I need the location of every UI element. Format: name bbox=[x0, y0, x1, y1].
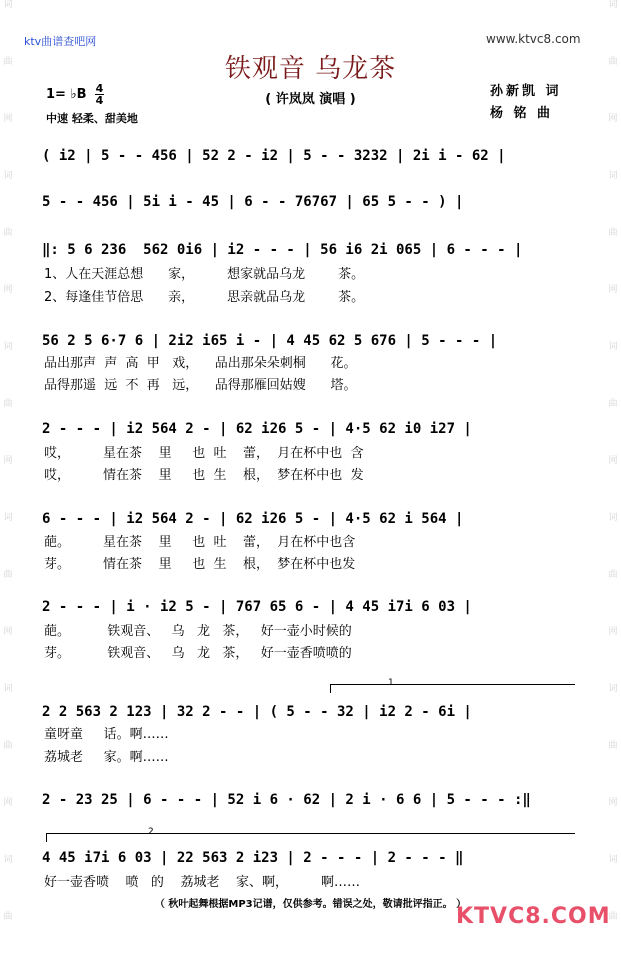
site-name: ktv曲谱查吧网 bbox=[24, 35, 97, 48]
watermark-char: 词 bbox=[608, 0, 618, 10]
watermark-char: 网 bbox=[3, 798, 13, 808]
score-line-6: 6 - - - | i2 564 2 - | 62 i26 5 - | 4·5 62 i 564 | bbox=[42, 511, 464, 527]
watermark-char: 词 bbox=[608, 855, 618, 865]
watermark-char: 词 bbox=[608, 513, 618, 523]
lyricist-credit: 孙新凯 词 bbox=[490, 84, 562, 99]
lyric-line-4a: 品出那声 声 高 甲 戏， 品出那朵朵刺桐 花。 bbox=[44, 356, 357, 371]
watermark-char: 词 bbox=[3, 171, 13, 181]
watermark-char: 词 bbox=[3, 855, 13, 865]
watermark-char: 曲 bbox=[608, 741, 618, 751]
watermark-char: 网 bbox=[608, 114, 618, 124]
watermark-char: 曲 bbox=[3, 741, 13, 751]
time-signature bbox=[95, 83, 104, 106]
watermark-char: 网 bbox=[608, 285, 618, 295]
watermark-char: 曲 bbox=[3, 570, 13, 580]
lyric-line-7b: 芽。 铁观音、 乌 龙 茶， 好一壶香喷喷的 bbox=[44, 646, 352, 661]
first-ending-label: 1 bbox=[388, 678, 394, 688]
watermark-char: 网 bbox=[3, 456, 13, 466]
score-line-3: ‖: 5 6 236 562 0i6 | i2 - - - | 56 i6 2i 065 | 6 - - - | bbox=[42, 242, 523, 258]
singer-credit: ( 许岚岚 演唱 ) bbox=[265, 92, 356, 107]
lyric-line-5b: 哎， 情在茶 里 也 生 根， 梦在杯中也 发 bbox=[44, 468, 364, 483]
watermark-char: 曲 bbox=[608, 57, 618, 67]
score-line-10: 4 45 i7i 6 03 | 22 563 2 i23 | 2 - - - | 2 - - - ‖ bbox=[42, 850, 464, 866]
watermark-char: 曲 bbox=[608, 570, 618, 580]
song-title: 铁观音 乌龙茶 bbox=[224, 54, 397, 84]
watermark-char: 曲 bbox=[608, 912, 618, 922]
score-line-8: 2 2 563 2 123 | 32 2 - - | ( 5 - - 32 | i2 2 - 6i | bbox=[42, 704, 472, 720]
transcriber-note: （ 秋叶起舞根据MP3记谱，仅供参考。错误之处，敬请批评指正。 ） bbox=[154, 899, 467, 910]
watermark-char: 网 bbox=[608, 798, 618, 808]
lyric-line-4b: 品得那遥 远 不 再 远， 品得那雁回姑嫂 塔。 bbox=[44, 378, 357, 393]
lyric-line-3b: 2、每逢佳节倍思 亲， 思亲就品乌龙 茶。 bbox=[44, 290, 365, 305]
score-line-5: 2 - - - | i2 564 2 - | 62 i26 5 - | 4·5 62 i0 i27 | bbox=[42, 421, 472, 437]
first-ending-bracket bbox=[330, 684, 575, 693]
score-line-2: 5 - - 456 | 5i i - 45 | 6 - - 76767 | 65 5 - - ) | bbox=[42, 194, 464, 210]
watermark-char: 网 bbox=[3, 627, 13, 637]
watermark-char: 网 bbox=[3, 285, 13, 295]
watermark-char: 词 bbox=[608, 342, 618, 352]
lyric-line-6a: 葩。 星在茶 里 也 吐 蕾， 月在杯中也含 bbox=[44, 535, 356, 550]
watermark-char: 曲 bbox=[3, 228, 13, 238]
lyric-line-6b: 芽。 情在茶 里 也 生 根， 梦在杯中也发 bbox=[44, 557, 356, 572]
second-ending-label: 2 bbox=[148, 827, 154, 837]
tempo-marking: 中速 轻柔、甜美地 bbox=[46, 112, 138, 125]
watermark-char: 曲 bbox=[3, 57, 13, 67]
lyric-line-3a: 1、人在天涯总想 家， 想家就品乌龙 茶。 bbox=[44, 267, 365, 282]
meter-top: 4 bbox=[95, 82, 104, 95]
watermark-char: 网 bbox=[3, 114, 13, 124]
watermark-char: 曲 bbox=[608, 399, 618, 409]
side-watermark-right bbox=[606, 0, 620, 962]
lyric-line-10: 好一壶香喷 喷 的 荔城老 家、啊， 啊…… bbox=[44, 875, 361, 890]
lyric-line-8a: 童呀童 话。啊…… bbox=[44, 727, 169, 742]
watermark-char: 曲 bbox=[608, 228, 618, 238]
watermark-char: 曲 bbox=[3, 399, 13, 409]
lyric-line-5a: 哎， 星在茶 里 也 吐 蕾， 月在杯中也 含 bbox=[44, 446, 364, 461]
brand-logo: KTVC8.COM bbox=[456, 904, 611, 929]
watermark-char: 曲 bbox=[3, 912, 13, 922]
second-ending-bracket bbox=[46, 833, 575, 842]
watermark-char: 词 bbox=[3, 0, 13, 10]
composer-credit: 杨 铭 曲 bbox=[490, 106, 554, 121]
lyric-line-7a: 葩。 铁观音、 乌 龙 茶， 好一壶小时候的 bbox=[44, 624, 352, 639]
score-line-9: 2 - 23 25 | 6 - - - | 52 i 6 · 62 | 2 i · 6 6 | 5 - - - :‖ bbox=[42, 792, 531, 808]
lyric-line-8b: 荔城老 家。啊…… bbox=[44, 750, 169, 765]
side-watermark-left bbox=[1, 0, 15, 962]
site-url: www.ktvc8.com bbox=[486, 32, 581, 46]
watermark-char: 词 bbox=[3, 342, 13, 352]
meter-bottom: 4 bbox=[95, 94, 104, 107]
score-line-7: 2 - - - | i · i2 5 - | 767 65 6 - | 4 45 i7i 6 03 | bbox=[42, 599, 472, 615]
key-signature: 1= ♭B bbox=[46, 87, 87, 102]
watermark-char: 网 bbox=[608, 627, 618, 637]
watermark-char: 词 bbox=[608, 684, 618, 694]
watermark-char: 词 bbox=[608, 171, 618, 181]
watermark-char: 词 bbox=[3, 684, 13, 694]
watermark-char: 词 bbox=[3, 513, 13, 523]
score-line-1: ( i2 | 5 - - 456 | 52 2 - i2 | 5 - - 3232 | 2i i - 62 | bbox=[42, 148, 506, 164]
watermark-char: 网 bbox=[608, 456, 618, 466]
score-line-4: 56 2 5 6·7 6 | 2i2 i65 i - | 4 45 62 5 676 | 5 - - - | bbox=[42, 333, 498, 349]
